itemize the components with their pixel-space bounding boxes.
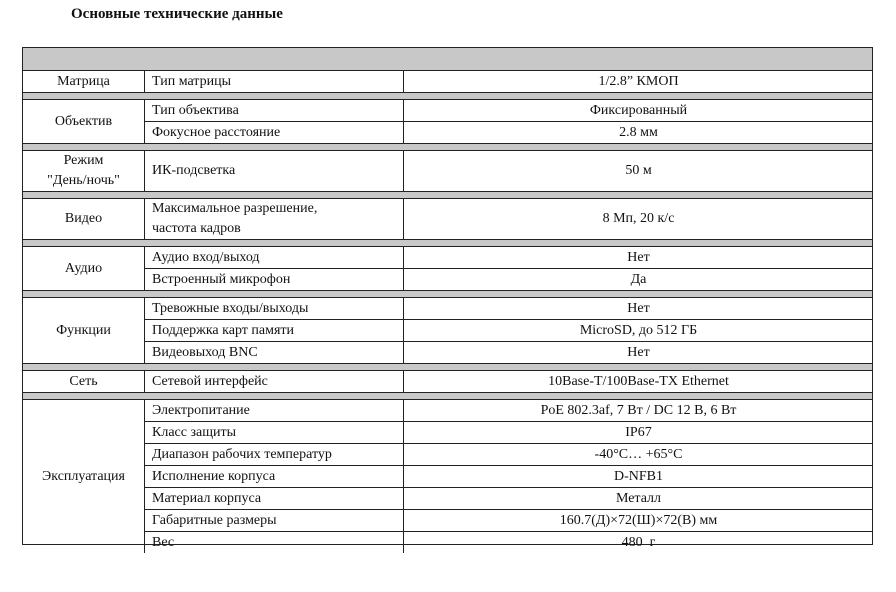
category-cell: [23, 151, 144, 191]
value-label: Да: [630, 271, 647, 287]
value-cell: [404, 71, 873, 92]
category-label: Сеть: [69, 373, 98, 389]
param-label: Материал корпуса: [152, 490, 262, 506]
param-label: Класс защиты: [152, 424, 237, 440]
section-separator: [23, 143, 872, 151]
value-label: 10Base-T/100Base-TX Ethernet: [548, 373, 729, 389]
param-cell: [152, 444, 402, 465]
category-cell: [23, 298, 144, 363]
column-divider: [144, 371, 145, 392]
category-label: Объектив: [54, 113, 113, 129]
param-label: Видеовыход BNC: [152, 344, 258, 360]
page-title: Основные технические данные: [71, 6, 283, 22]
value-cell: [404, 320, 873, 341]
value-cell: [404, 488, 873, 509]
param-cell: [152, 151, 402, 191]
value-label: IP67: [625, 424, 652, 440]
text-line: "День/ночь": [47, 173, 120, 188]
category-cell: [23, 100, 144, 143]
table-header-bar: [23, 48, 872, 71]
value-cell: [404, 466, 873, 487]
section-separator: [23, 191, 872, 199]
param-label: Сетевой интерфейс: [152, 373, 268, 389]
value-cell: [404, 510, 873, 531]
param-label: Вес: [152, 534, 175, 550]
category-label: Функции: [56, 322, 111, 338]
category-cell: [23, 199, 144, 239]
category-cell: [23, 371, 144, 392]
param-cell: [152, 122, 402, 143]
column-divider: [144, 151, 145, 191]
value-label: 50 м: [625, 163, 652, 178]
value-label: 480 г: [621, 534, 656, 550]
param-label: Диапазон рабочих температур: [152, 446, 332, 462]
value-label: 2.8 мм: [619, 124, 658, 140]
section-separator: [23, 290, 872, 298]
param-label: Аудио вход/выход: [152, 249, 260, 265]
spec-table: [22, 47, 873, 550]
param-label: Встроенный микрофон: [152, 271, 291, 287]
category-cell: [23, 71, 144, 92]
value-label: Нет: [627, 344, 650, 360]
value-label: Фиксированный: [589, 102, 688, 118]
value-label: Металл: [615, 490, 662, 506]
value-cell: [404, 269, 873, 290]
section-separator: [23, 92, 872, 100]
param-cell: [152, 422, 402, 443]
param-cell: [152, 466, 402, 487]
value-cell: [404, 122, 873, 143]
value-label: Нет: [627, 300, 650, 316]
value-cell: [404, 400, 873, 421]
param-cell: [152, 400, 402, 421]
value-cell: [404, 444, 873, 465]
param-cell: [152, 532, 402, 553]
param-label: Габаритные размеры: [152, 512, 277, 528]
category-label: Аудио: [64, 260, 103, 276]
value-label: -40°C… +65°C: [594, 446, 683, 462]
param-cell: [152, 71, 402, 92]
param-cell: [152, 510, 402, 531]
param-label: Поддержка карт памяти: [152, 322, 294, 338]
value-cell: [404, 422, 873, 443]
value-cell: [404, 247, 873, 268]
param-cell: [152, 247, 402, 268]
section-separator: [23, 363, 872, 371]
value-cell: [404, 298, 873, 319]
value-label: 160.7(Д)×72(Ш)×72(В) мм: [559, 512, 718, 528]
param-cell: [152, 269, 402, 290]
category-cell: [23, 247, 144, 290]
column-divider: [144, 199, 145, 239]
param-cell: [152, 199, 402, 239]
column-divider: [144, 71, 145, 92]
param-cell: [152, 488, 402, 509]
param-label: Тип объектива: [152, 102, 239, 118]
text-line: Максимальное разрешение,: [152, 201, 318, 216]
value-cell: [404, 371, 873, 392]
category-label: [47, 151, 120, 191]
column-divider: [144, 298, 145, 363]
section-separator: [23, 392, 872, 400]
value-cell: [404, 151, 873, 191]
value-cell: [404, 532, 873, 553]
param-cell: [152, 371, 402, 392]
param-label: [152, 199, 317, 239]
param-label: ИК-подсветка: [152, 163, 236, 178]
param-cell: [152, 342, 402, 363]
value-cell: [404, 100, 873, 121]
value-label: 8 Мп, 20 к/с: [602, 211, 675, 226]
param-label: Тревожные входы/выходы: [152, 300, 309, 316]
param-label: Исполнение корпуса: [152, 468, 276, 484]
param-label: Тип матрицы: [152, 73, 231, 89]
text-line: частота кадров: [152, 221, 241, 236]
value-label: PoE 802.3af, 7 Вт / DC 12 В, 6 Вт: [540, 402, 737, 418]
value-cell: [404, 199, 873, 239]
param-label: Фокусное расстояние: [152, 124, 281, 140]
category-label: Видео: [64, 211, 103, 226]
section-separator: [23, 239, 872, 247]
value-label: Нет: [627, 249, 650, 265]
category-label: Матрица: [57, 73, 110, 89]
param-cell: [152, 298, 402, 319]
text-line: Режим: [63, 153, 104, 168]
value-cell: [404, 342, 873, 363]
param-label: Электропитание: [152, 402, 250, 418]
value-label: 1/2.8” КМОП: [598, 73, 679, 89]
value-label: D-NFB1: [613, 468, 663, 484]
param-cell: [152, 100, 402, 121]
category-cell: [23, 400, 144, 553]
param-cell: [152, 320, 402, 341]
category-label: Эксплуатация: [42, 468, 125, 484]
value-label: MicroSD, до 512 ГБ: [579, 322, 698, 338]
